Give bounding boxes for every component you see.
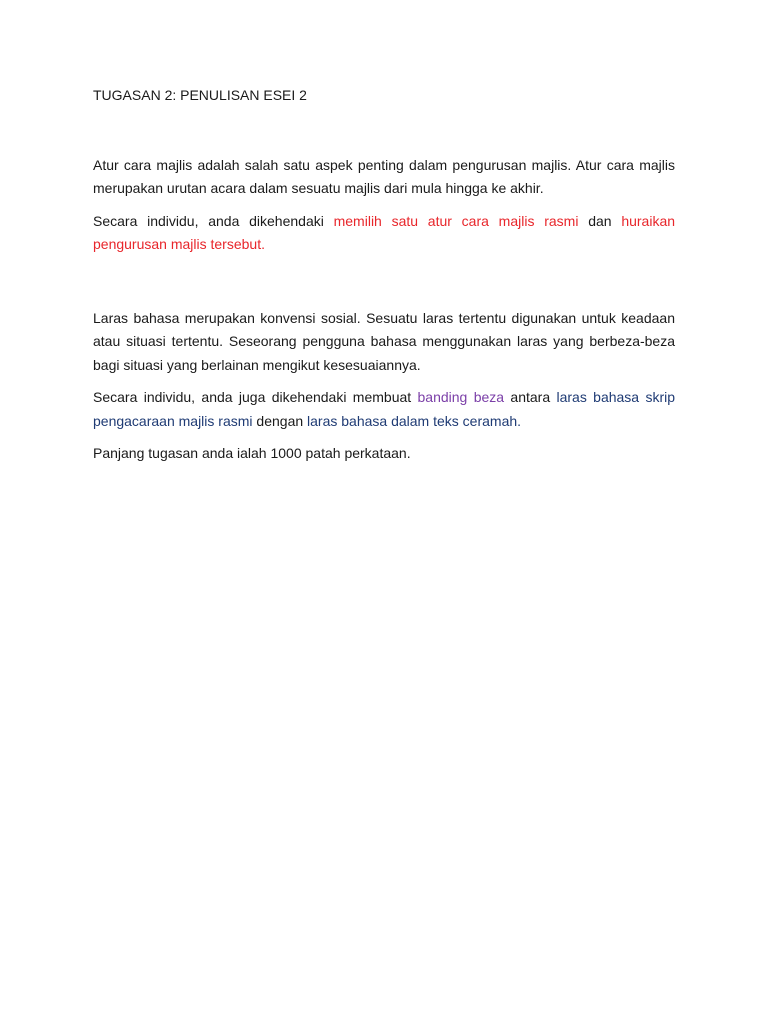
document-body (93, 84, 675, 475)
task-text: Secara individu, anda dikehendaki (93, 212, 334, 229)
highlight-laras-skrip-pengacaraan: laras bahasa skrip pengacaraan majlis rasmi (93, 389, 675, 429)
paragraph-atur-cara-task (93, 210, 675, 257)
section-spacer (93, 266, 675, 307)
task-text-connector: dengan (252, 412, 308, 429)
paragraph-laras-bahasa-intro: Laras bahasa merupakan konvensi sosial. Sesuatu laras tertentu digunakan untuk keadaan atau situasi tertentu. Seseorang pengguna bahasa menggunakan laras yang berbeza-beza bagi situasi yang berlainan mengikut kesesuaiannya. (93, 309, 675, 373)
task-text-connector: dan (578, 212, 622, 229)
highlight-memilih-atur-cara: memilih satu atur cara majlis rasmi (333, 212, 579, 229)
highlight-laras-teks-ceramah: laras bahasa dalam teks ceramah. (307, 412, 522, 429)
task-text: Secara individu, anda juga dikehendaki membuat (93, 389, 418, 405)
highlight-huraikan-pengurusan: huraikan pengurusan majlis tersebut. (93, 212, 676, 252)
paragraph-laras-bahasa-task (93, 386, 675, 433)
highlight-banding-beza: banding beza (417, 389, 505, 405)
document-title: TUGASAN 2: PENULISAN ESEI 2 (93, 87, 307, 103)
task-text-connector: antara (504, 389, 557, 405)
paragraph-atur-cara-intro: Atur cara majlis adalah salah satu aspek penting dalam pengurusan majlis. Atur cara majlis merupakan urutan acara dalam sesuatu majlis dari mula hingga ke akhir. (93, 156, 675, 196)
paragraph-word-count: Panjang tugasan anda ialah 1000 patah perkataan. (93, 445, 411, 461)
